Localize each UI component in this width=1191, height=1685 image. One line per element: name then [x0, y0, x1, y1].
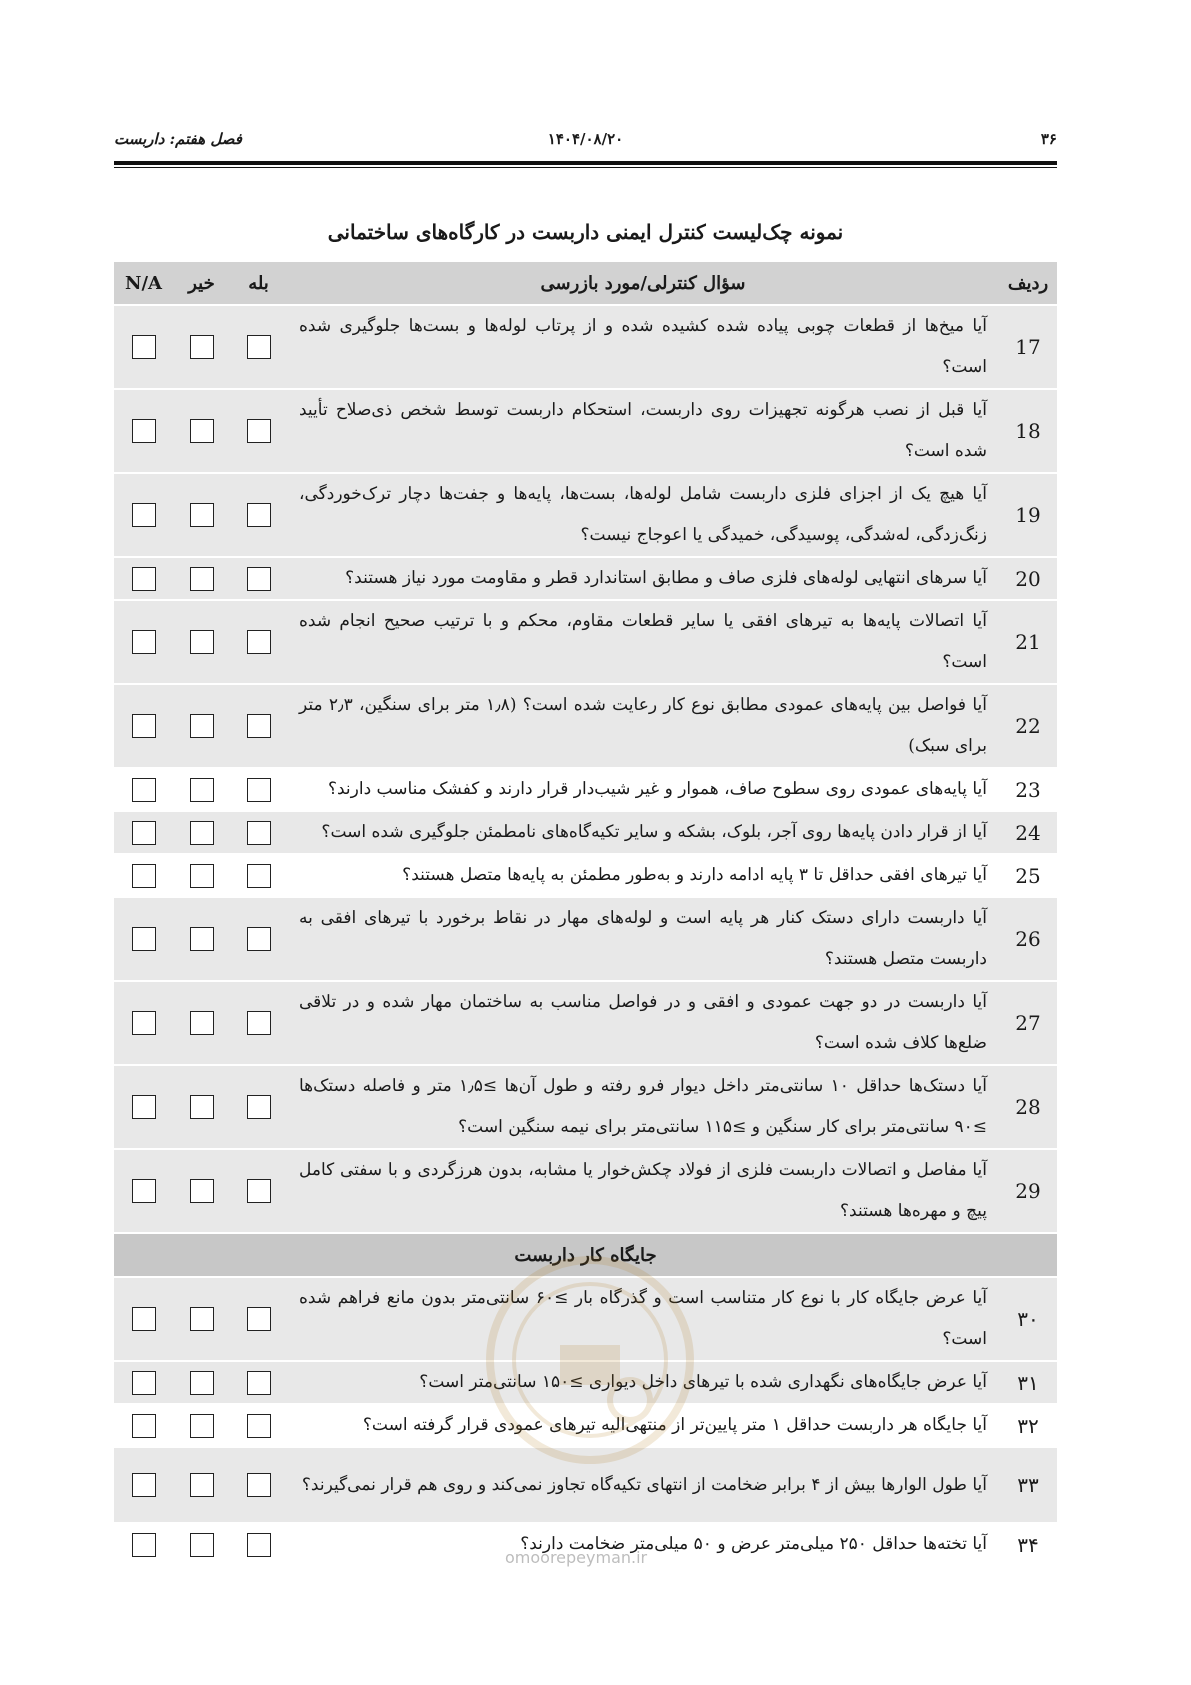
row-number: 17	[999, 305, 1057, 389]
question-text: آیا عرض جایگاه‌های نگهداری شده با تیرهای داخل دیواری ≥۱۵۰ سانتی‌متر است؟	[287, 1361, 999, 1404]
checkbox-na[interactable]	[132, 1473, 156, 1497]
answer-cell-yes	[230, 854, 287, 897]
question-text: آیا میخ‌ها از قطعات چوبی پیاده شده کشیده شده و از پرتاب لوله‌ها و بست‌ها جلوگیری شده است؟	[287, 305, 999, 389]
row-number: 19	[999, 473, 1057, 557]
row-number: 26	[999, 897, 1057, 981]
table-row	[114, 897, 1057, 981]
checkbox-na[interactable]	[132, 503, 156, 527]
header-question: سؤال کنترلی/مورد بازرسی	[287, 262, 999, 305]
question-text: آیا دستک‌ها حداقل ۱۰ سانتی‌متر داخل دیوار فرو رفته و طول آن‌ها ≥۱٫۵ متر و فاصله دستک‌ها ≥۹۰ سانتی‌متر برای کار سنگین و ≥۱۱۵ سانتی‌متر برای نیمه سنگین است؟	[287, 1065, 999, 1149]
answer-cell-yes	[230, 1361, 287, 1404]
checkbox-yes[interactable]	[247, 503, 271, 527]
table-row	[114, 981, 1057, 1065]
checkbox-yes[interactable]	[247, 567, 271, 591]
table-header-row	[114, 262, 1057, 305]
question-text: آیا مفاصل و اتصالات داربست فلزی از فولاد چکش‌خوار یا مشابه، بدون هرزگردی و با سفتی کامل پیچ و مهره‌ها هستند؟	[287, 1149, 999, 1233]
checkbox-no[interactable]	[190, 1095, 214, 1119]
checkbox-na[interactable]	[132, 1371, 156, 1395]
answer-cell-na	[114, 1277, 173, 1361]
header-row-number: ردیف	[999, 262, 1057, 305]
table-row	[114, 1361, 1057, 1404]
checkbox-no[interactable]	[190, 1533, 214, 1557]
row-number: ۳۲	[999, 1404, 1057, 1447]
answer-cell-yes	[230, 305, 287, 389]
header-no: خیر	[173, 262, 230, 305]
answer-cell-na	[114, 557, 173, 600]
checkbox-yes[interactable]	[247, 927, 271, 951]
checkbox-na[interactable]	[132, 821, 156, 845]
answer-cell-na	[114, 1404, 173, 1447]
question-text: آیا سرهای انتهایی لوله‌های فلزی صاف و مطابق استاندارد قطر و مقاومت مورد نیاز هستند؟	[287, 557, 999, 600]
row-number: ۳۴	[999, 1523, 1057, 1566]
header-na: N/A	[114, 262, 173, 305]
answer-cell-no	[173, 557, 230, 600]
question-text: آیا فواصل بین پایه‌های عمودی مطابق نوع کار رعایت شده است؟ (۱٫۸ متر برای سنگین، ۲٫۳ متر برای سبک)	[287, 684, 999, 768]
checkbox-na[interactable]	[132, 1095, 156, 1119]
checkbox-yes[interactable]	[247, 821, 271, 845]
checkbox-yes[interactable]	[247, 1533, 271, 1557]
answer-cell-no	[173, 768, 230, 811]
table-row	[114, 1447, 1057, 1523]
question-text: آیا داربست در دو جهت عمودی و افقی و در فواصل مناسب به ساختمان مهار شده و در تلاقی ضلع‌ها کلاف شده است؟	[287, 981, 999, 1065]
checkbox-no[interactable]	[190, 1473, 214, 1497]
answer-cell-yes	[230, 1523, 287, 1566]
checkbox-no[interactable]	[190, 567, 214, 591]
table-row	[114, 305, 1057, 389]
answer-cell-yes	[230, 473, 287, 557]
checkbox-na[interactable]	[132, 567, 156, 591]
answer-cell-na	[114, 305, 173, 389]
answer-cell-no	[173, 389, 230, 473]
checkbox-no[interactable]	[190, 778, 214, 802]
header-date: ۱۴۰۴/۰۸/۲۰	[547, 130, 624, 148]
checkbox-yes[interactable]	[247, 1473, 271, 1497]
checkbox-no[interactable]	[190, 335, 214, 359]
checkbox-na[interactable]	[132, 714, 156, 738]
row-number: 18	[999, 389, 1057, 473]
watermark-url: omoorepeyman.ir	[505, 1548, 648, 1567]
answer-cell-yes	[230, 981, 287, 1065]
question-text: آیا قبل از نصب هرگونه تجهیزات روی داربست، استحکام داربست توسط شخص ذی‌صلاح تأیید شده است؟	[287, 389, 999, 473]
question-text: آیا تیرهای افقی حداقل تا ۳ پایه ادامه دارند و به‌طور مطمئن به پایه‌ها متصل هستند؟	[287, 854, 999, 897]
answer-cell-no	[173, 684, 230, 768]
chapter-title: فصل هفتم: داربست	[114, 130, 242, 148]
checkbox-na[interactable]	[132, 778, 156, 802]
checkbox-yes[interactable]	[247, 419, 271, 443]
answer-cell-na	[114, 981, 173, 1065]
checkbox-no[interactable]	[190, 1307, 214, 1331]
question-text: آیا تخته‌ها حداقل ۲۵۰ میلی‌متر عرض و ۵۰ میلی‌متر ضخامت دارند؟	[287, 1523, 999, 1566]
question-text: آیا جایگاه هر داربست حداقل ۱ متر پایین‌تر از منتهی‌الیه تیرهای عمودی قرار گرفته است؟	[287, 1404, 999, 1447]
question-text: آیا داربست دارای دستک کنار هر پایه است و لوله‌های مهار در نقاط برخورد با تیرهای افقی به داربست متصل هستند؟	[287, 897, 999, 981]
answer-cell-no	[173, 473, 230, 557]
header-yes: بله	[230, 262, 287, 305]
answer-cell-yes	[230, 1404, 287, 1447]
checkbox-no[interactable]	[190, 503, 214, 527]
checkbox-yes[interactable]	[247, 1179, 271, 1203]
answer-cell-na	[114, 768, 173, 811]
checkbox-no[interactable]	[190, 1371, 214, 1395]
row-number: 28	[999, 1065, 1057, 1149]
row-number: 20	[999, 557, 1057, 600]
checkbox-no[interactable]	[190, 1011, 214, 1035]
table-row	[114, 1149, 1057, 1233]
answer-cell-na	[114, 600, 173, 684]
question-text: آیا هیچ یک از اجزای فلزی داربست شامل لوله‌ها، بست‌ها، پایه‌ها و جفت‌ها دچار ترک‌خوردگی، زنگ‌زدگی، له‌شدگی، پوسیدگی، خمیدگی یا اعوجاج نیست؟	[287, 473, 999, 557]
checkbox-yes[interactable]	[247, 1011, 271, 1035]
answer-cell-no	[173, 1149, 230, 1233]
answer-cell-yes	[230, 897, 287, 981]
table-row	[114, 557, 1057, 600]
answer-cell-na	[114, 684, 173, 768]
answer-cell-na	[114, 1361, 173, 1404]
answer-cell-no	[173, 1361, 230, 1404]
row-number: ۳۰	[999, 1277, 1057, 1361]
answer-cell-no	[173, 1523, 230, 1566]
page-number: ۳۶	[1040, 130, 1057, 148]
checkbox-yes[interactable]	[247, 1095, 271, 1119]
checkbox-na[interactable]	[132, 335, 156, 359]
header-rule-thick	[114, 161, 1057, 165]
checkbox-no[interactable]	[190, 1179, 214, 1203]
question-text: آیا عرض جایگاه کار با نوع کار متناسب است و گذرگاه بار ≥۶۰ سانتی‌متر بدون مانع فراهم شده است؟	[287, 1277, 999, 1361]
row-number: 21	[999, 600, 1057, 684]
checkbox-na[interactable]	[132, 419, 156, 443]
checkbox-yes[interactable]	[247, 1371, 271, 1395]
answer-cell-na	[114, 811, 173, 854]
answer-cell-no	[173, 1065, 230, 1149]
answer-cell-no	[173, 600, 230, 684]
answer-cell-no	[173, 897, 230, 981]
row-number: ۳۳	[999, 1447, 1057, 1523]
answer-cell-yes	[230, 389, 287, 473]
table-row	[114, 811, 1057, 854]
answer-cell-no	[173, 1404, 230, 1447]
checkbox-yes[interactable]	[247, 1414, 271, 1438]
answer-cell-na	[114, 854, 173, 897]
answer-cell-yes	[230, 1277, 287, 1361]
checkbox-na[interactable]	[132, 864, 156, 888]
table-row	[114, 600, 1057, 684]
answer-cell-na	[114, 1149, 173, 1233]
question-text: آیا طول الوارها بیش از ۴ برابر ضخامت از انتهای تکیه‌گاه تجاوز نمی‌کند و روی هم قرار نمی‌گیرند؟	[287, 1447, 999, 1523]
document-title: نمونه چک‌لیست کنترل ایمنی داربست در کارگاه‌های ساختمانی	[327, 220, 844, 244]
checkbox-yes[interactable]	[247, 630, 271, 654]
answer-cell-yes	[230, 768, 287, 811]
checkbox-no[interactable]	[190, 419, 214, 443]
table-row	[114, 1277, 1057, 1361]
row-number: ۳۱	[999, 1361, 1057, 1404]
table-row	[114, 389, 1057, 473]
checkbox-yes[interactable]	[247, 1307, 271, 1331]
section-row	[114, 1233, 1057, 1277]
answer-cell-yes	[230, 1065, 287, 1149]
question-text: آیا از قرار دادن پایه‌ها روی آجر، بلوک، بشکه و سایر تکیه‌گاه‌های نامطمئن جلوگیری شده است؟	[287, 811, 999, 854]
checkbox-no[interactable]	[190, 864, 214, 888]
answer-cell-na	[114, 1447, 173, 1523]
table-row	[114, 768, 1057, 811]
row-number: 22	[999, 684, 1057, 768]
checkbox-yes[interactable]	[247, 778, 271, 802]
row-number: 23	[999, 768, 1057, 811]
checkbox-yes[interactable]	[247, 864, 271, 888]
checkbox-na[interactable]	[132, 927, 156, 951]
page-header	[114, 130, 1057, 152]
checkbox-yes[interactable]	[247, 335, 271, 359]
checkbox-no[interactable]	[190, 821, 214, 845]
answer-cell-yes	[230, 600, 287, 684]
checkbox-yes[interactable]	[247, 714, 271, 738]
answer-cell-no	[173, 1447, 230, 1523]
answer-cell-yes	[230, 1447, 287, 1523]
answer-cell-no	[173, 1277, 230, 1361]
checkbox-na[interactable]	[132, 1533, 156, 1557]
table-row	[114, 473, 1057, 557]
answer-cell-yes	[230, 557, 287, 600]
table-row	[114, 854, 1057, 897]
answer-cell-no	[173, 981, 230, 1065]
answer-cell-yes	[230, 1149, 287, 1233]
answer-cell-na	[114, 1523, 173, 1566]
answer-cell-na	[114, 897, 173, 981]
table-row	[114, 684, 1057, 768]
table-row	[114, 1065, 1057, 1149]
checkbox-no[interactable]	[190, 927, 214, 951]
table-row	[114, 1523, 1057, 1566]
row-number: 27	[999, 981, 1057, 1065]
row-number: 25	[999, 854, 1057, 897]
header-rule-thin	[114, 167, 1057, 168]
answer-cell-no	[173, 854, 230, 897]
checkbox-na[interactable]	[132, 630, 156, 654]
checkbox-na[interactable]	[132, 1179, 156, 1203]
answer-cell-yes	[230, 684, 287, 768]
answer-cell-na	[114, 473, 173, 557]
answer-cell-na	[114, 1065, 173, 1149]
question-text: آیا پایه‌های عمودی روی سطوح صاف، هموار و غیر شیب‌دار قرار دارند و کفشک مناسب دارند؟	[287, 768, 999, 811]
checkbox-na[interactable]	[132, 1307, 156, 1331]
row-number: 24	[999, 811, 1057, 854]
checklist-table	[114, 262, 1057, 1567]
checkbox-no[interactable]	[190, 1414, 214, 1438]
section-title: جایگاه کار داربست	[114, 1233, 1057, 1277]
checkbox-na[interactable]	[132, 1414, 156, 1438]
question-text: آیا اتصالات پایه‌ها به تیرهای افقی یا سایر قطعات مقاوم، محکم و با ترتیب صحیح انجام شده است؟	[287, 600, 999, 684]
answer-cell-no	[173, 811, 230, 854]
table-row	[114, 1404, 1057, 1447]
answer-cell-yes	[230, 811, 287, 854]
row-number: 29	[999, 1149, 1057, 1233]
answer-cell-na	[114, 389, 173, 473]
checkbox-no[interactable]	[190, 630, 214, 654]
checkbox-no[interactable]	[190, 714, 214, 738]
answer-cell-no	[173, 305, 230, 389]
checkbox-na[interactable]	[132, 1011, 156, 1035]
